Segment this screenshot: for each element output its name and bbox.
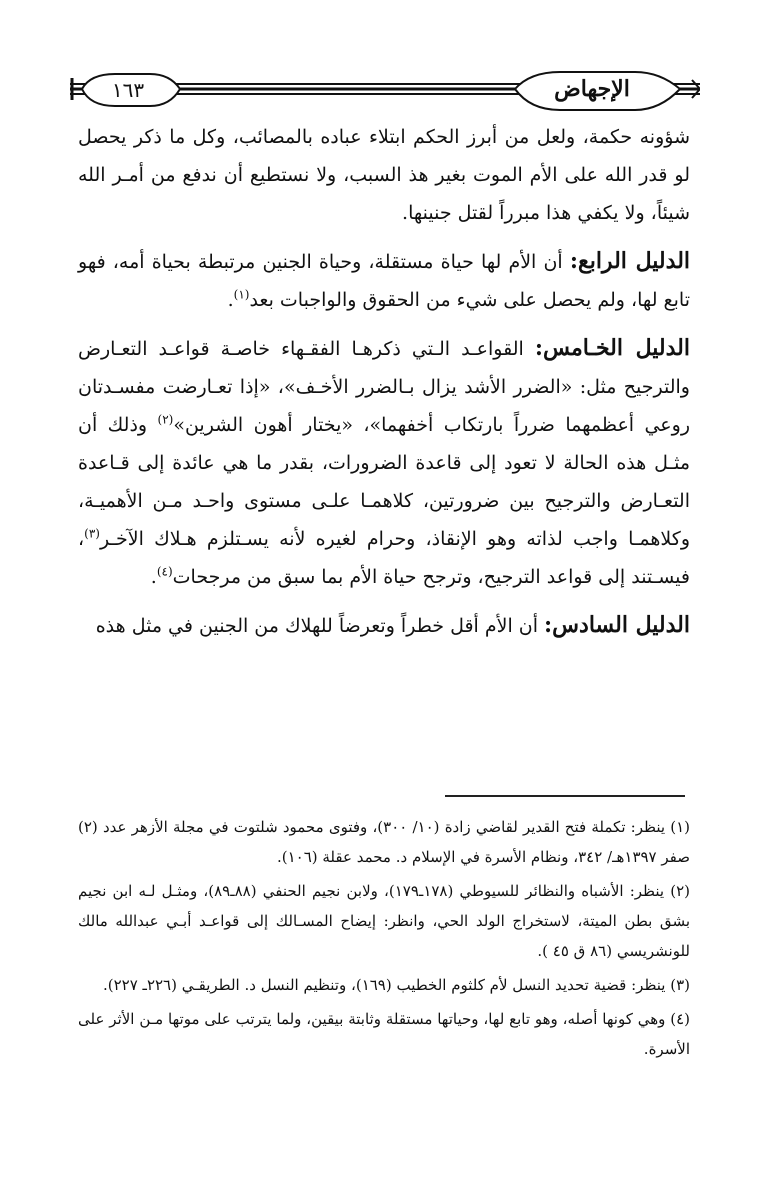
paragraph-2-text: أن الأم لها حياة مستقلة، وحياة الجنين مرتبطة بحياة أمه، فهو تابع لها، ولم يحصل على شيء من الحقوق والواجبات بعد — [78, 251, 690, 311]
footnote-ref-4: (٤) — [156, 564, 173, 579]
footnote-4: (٤) وهي كونها أصله، وهو تابع لها، وحياتها مستقلة وثابتة بيقين، ولما يترتب على موتها مـن الأثر على الأسرة. — [78, 1010, 690, 1058]
footnote-3: (٣) ينظر: قضية تحديد النسل لأم كلثوم الخطيب (١٦٩)، وتنظيم النسل د. الطريقـي (٢٢٦ـ ٢٢٧). — [102, 976, 690, 994]
paragraph-3-text-a: القواعـد الـتي ذكرهـا الفقـهاء خاصـة قواعـد التعـارض والترجيح مثل: «الضرر الأشد يزال بـالضرر الأخـف»، «إذا تعـارضت مفسـدتان روعي أعظمهما ضرراً بارتكاب أخفهما»، «يختار أهون الشرين» — [78, 338, 690, 436]
footnotes — [78, 812, 690, 1068]
footnote-ref-2: (٢) — [157, 412, 174, 427]
paragraph-3-text-c: ، فيسـتند إلى قواعد الترجيح، وترجح حياة الأم بما سبق من مرجحات — [78, 528, 690, 588]
footnote-ref-1: (١) — [233, 287, 250, 302]
page-number: ١٦٣ — [111, 78, 145, 102]
footnote-ref-3: (٣) — [84, 526, 100, 541]
paragraph-2 — [78, 242, 690, 319]
paragraph-3-text-b: وذلك أن مثـل هذه الحالة لا تعود إلى قاعدة الضرورات، بقدر ما هي عائدة إلى قـاعدة التعـارض والترجيح بين ضرورتين، كلاهمـا علـى مستوى واحـد مـن الأهميـة، وكلاهمـا واجب لذاته وهو الإنقاذ، وحرام لغيره لأنه يسـتلزم هـلاك الآخـر — [78, 414, 690, 550]
paragraph-3-end: . — [150, 566, 157, 588]
footnote-2: (٢) ينظر: الأشباه والنظائر للسيوطي (١٧٨ـ١٧٩)، ولابن نجيم الحنفي (٨٨ـ٨٩)، ومثـل لـه ابن نجيم بشق بطن الميتة، لاستخراج الولد الحي، وانظر: إيضاح المسـالك إلى قواعـد أبـي عبدالله مالك للونشريسي (٨٦ ق ٤٥ ). — [78, 882, 690, 960]
chapter-title: الإجهاض — [554, 76, 630, 102]
main-text — [78, 118, 690, 645]
paragraph-4-text: أن الأم أقل خطراً وتعرضاً للهلاك من الجنين في مثل هذه — [95, 615, 545, 637]
paragraph-4 — [78, 606, 690, 645]
paragraph-3-heading: الدليل الخـامس: — [534, 335, 690, 361]
paragraph-1: شؤونه حكمة، ولعل من أبرز الحكم ابتلاء عباده بالمصائب، وكل ما ذكر يحصل لو قدر الله على الأم الموت بغير هذ السبب، ولا نستطيع أن ندفع من أمـر الله شيئاً، ولا يكفي هذا مبرراً لقتل جنينها. — [78, 126, 690, 224]
footnote-1: (١) ينظر: تكملة فتح القدير لقاضي زادة (١٠/ ٣٠٠)، وفتوى محمود شلتوت في مجلة الأزهر عدد (٢) صفر ١٣٩٧هـ/ ٣٤٢، ونظام الأسرة في الإسلام د. محمد عقلة (١٠٦). — [78, 818, 690, 866]
page-header — [70, 70, 700, 114]
footnote-separator — [445, 795, 685, 797]
paragraph-2-heading: الدليل الرابع: — [569, 248, 691, 274]
paragraph-2-end: . — [227, 289, 234, 311]
paragraph-4-heading: الدليل السادس: — [544, 612, 690, 638]
paragraph-3 — [78, 329, 690, 596]
